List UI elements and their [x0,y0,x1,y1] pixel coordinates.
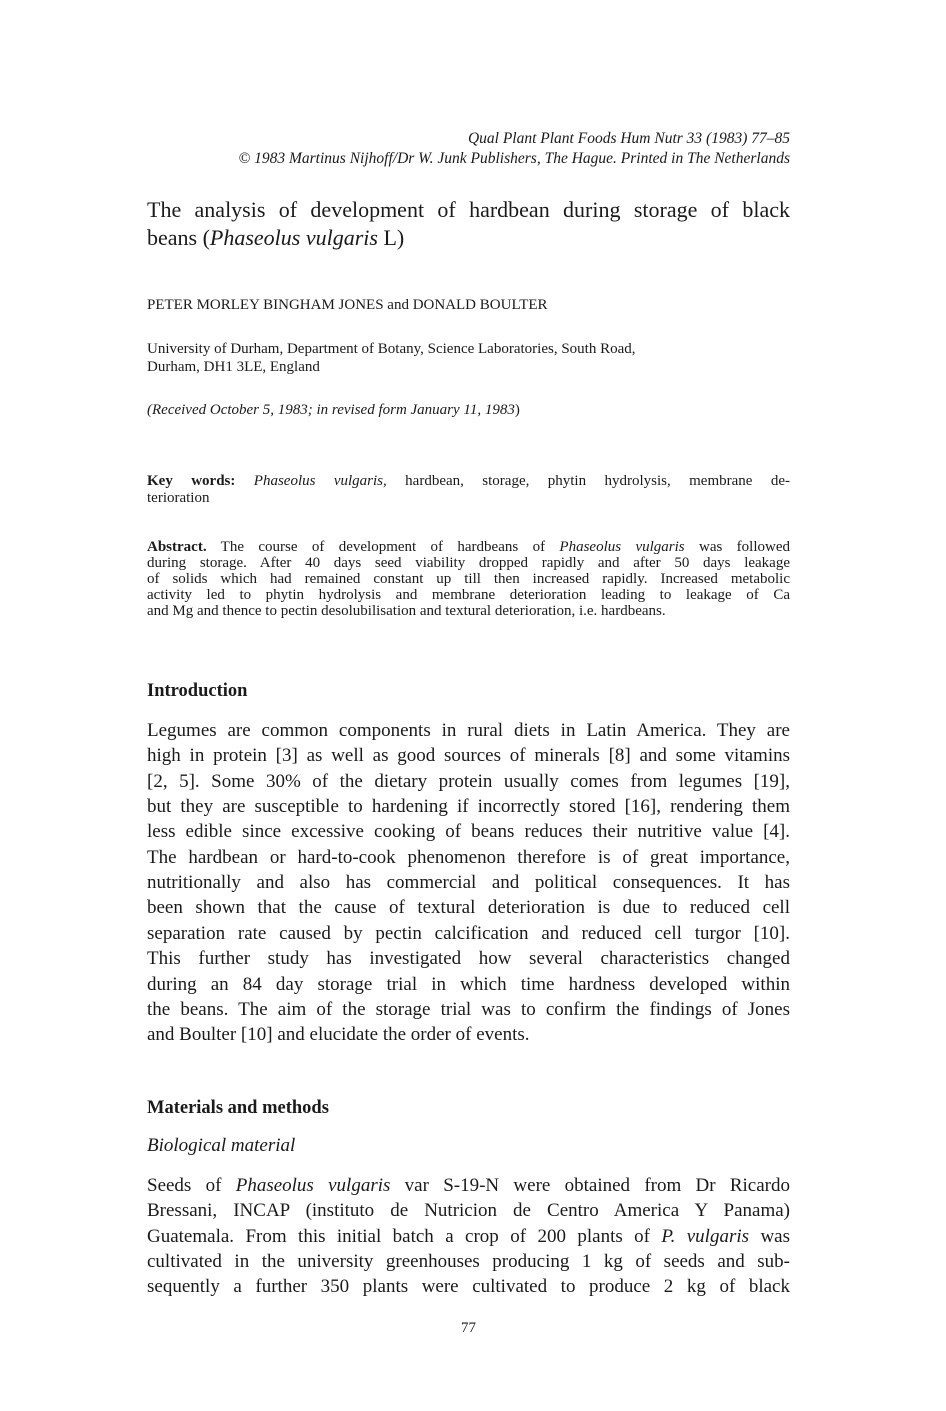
introduction-line [147,771,790,793]
methods-line [147,1200,790,1222]
text: 77 [461,1320,476,1336]
introduction-line [147,847,790,869]
text: beans ( [147,225,210,250]
text: Guatemala. From this initial batch a crop of 200 plants of [147,1225,662,1247]
subheading-line [147,1135,790,1157]
introduction-line [147,948,790,970]
methods-heading-line [147,1098,790,1119]
affiliation-line [147,359,790,376]
text: was followed [684,539,790,555]
text: of solids which had remained constant up till then increased rapidly. Increased metabolic [147,571,790,587]
text: var S-19-N were obtained from Dr Ricardo [390,1175,791,1196]
text: Seeds of [147,1175,236,1196]
abstract-line [147,587,790,604]
text: and Boulter [10] and elucidate the order of events. [147,1024,530,1046]
header-line [147,130,790,148]
italic-text: Phaseolus vulgaris [235,1175,391,1196]
abstract-line [147,555,790,572]
text: less edible since excessive cooking of beans reduces their nutritive value [4]. [147,821,790,843]
introduction-line [147,745,790,767]
text: was [749,1225,790,1247]
methods-line [147,1226,790,1248]
abstract-line [147,571,790,588]
text: University of Durham, Department of Botany, Science Laboratories, South Road, [147,341,636,357]
text: This further study has investigated how several characteristics changed [147,948,790,970]
text: during an 84 day storage trial in which time hardness developed within [147,973,790,995]
text: The hardbean or hard-to-cook phenomenon therefore is of great importance, [147,846,790,868]
text: separation rate caused by pectin calcification and reduced cell turgor [10]. [147,922,790,944]
text: sequently a further 350 plants were cultivated to produce 2 kg of black [147,1276,790,1298]
bold-text: Introduction [147,681,248,701]
text: and Mg and thence to pectin desolubilisation and textural deterioration, i.e. hardbeans. [147,603,666,619]
bold-text: Abstract. [147,539,207,555]
abstract-line [147,603,790,620]
italic-text: (Received October 5, 1983; in revised form January 11, 1983 [147,402,515,418]
text: L) [377,225,405,250]
italic-text: © 1983 Martinus Nijhoff/Dr W. Junk Publishers, The Hague. Printed in The Netherlands [238,150,790,167]
introduction-line [147,923,790,945]
methods-line [147,1175,790,1197]
introduction-line [147,796,790,818]
introduction-line [147,1024,790,1046]
bold-text: Materials and methods [147,1098,329,1118]
text: Legumes are common components in rural diets in Latin America. They are [147,720,790,741]
text: during storage. After 40 days seed viability dropped rapidly and after 50 days leakage [147,555,790,571]
page-number-line [147,1320,790,1337]
text: been shown that the cause of textural deterioration is due to reduced cell [147,897,790,919]
text: ) [514,402,520,418]
introduction-line [147,974,790,996]
methods-line [147,1251,790,1273]
italic-text: Phaseolus vulgaris [209,225,378,250]
keywords-line [147,473,790,490]
italic-text: P. vulgaris [661,1225,750,1247]
italic-text: Qual Plant Plant Foods Hum Nutr 33 (1983) 77–85 [467,130,790,147]
text: but they are susceptible to hardening if incorrectly stored [16], rendering them [147,796,790,818]
text: cultivated in the university greenhouses producing 1 kg of seeds and sub- [147,1250,790,1272]
italic-text: Phaseolus vulgaris, [253,473,387,489]
bold-text: Key words: [147,473,254,489]
text: The analysis of development of hardbean during storage of black [147,197,790,222]
text: nutritionally and also has commercial and political consequences. It has [147,872,790,894]
introduction-line [147,872,790,894]
text: terioration [147,490,210,506]
text: the beans. The aim of the storage trial was to confirm the findings of Jones [147,998,790,1020]
introduction-line [147,821,790,843]
text: [2, 5]. Some 30% of the dietary protein usually comes from legumes [19], [147,770,790,792]
introduction-line [147,897,790,919]
italic-text: Biological material [147,1135,296,1156]
text: activity led to phytin hydrolysis and membrane deterioration leading to leakage of Ca [147,587,790,603]
abstract-line [147,539,790,556]
methods-line [147,1276,790,1298]
text: hardbean, storage, phytin hydrolysis, membrane de- [386,473,790,489]
introduction-heading-line [147,681,790,702]
introduction-line [147,999,790,1021]
keywords-line [147,490,790,507]
italic-text: Phaseolus vulgaris [559,539,685,555]
authors-line [147,297,790,314]
received-line [147,402,790,419]
text: PETER MORLEY BINGHAM JONES and DONALD BOULTER [147,297,548,313]
title-line [147,225,790,251]
text: Bressani, INCAP (instituto de Nutricion de Centro America Y Panama) [147,1200,790,1222]
header-line [147,150,790,168]
text: Durham, DH1 3LE, England [147,359,320,375]
introduction-line [147,720,790,742]
affiliation-line [147,341,790,358]
text: high in protein [3] as well as good sources of minerals [8] and some vitamins [147,745,790,767]
text: The course of development of hardbeans of [206,539,560,555]
title-line [147,197,790,223]
